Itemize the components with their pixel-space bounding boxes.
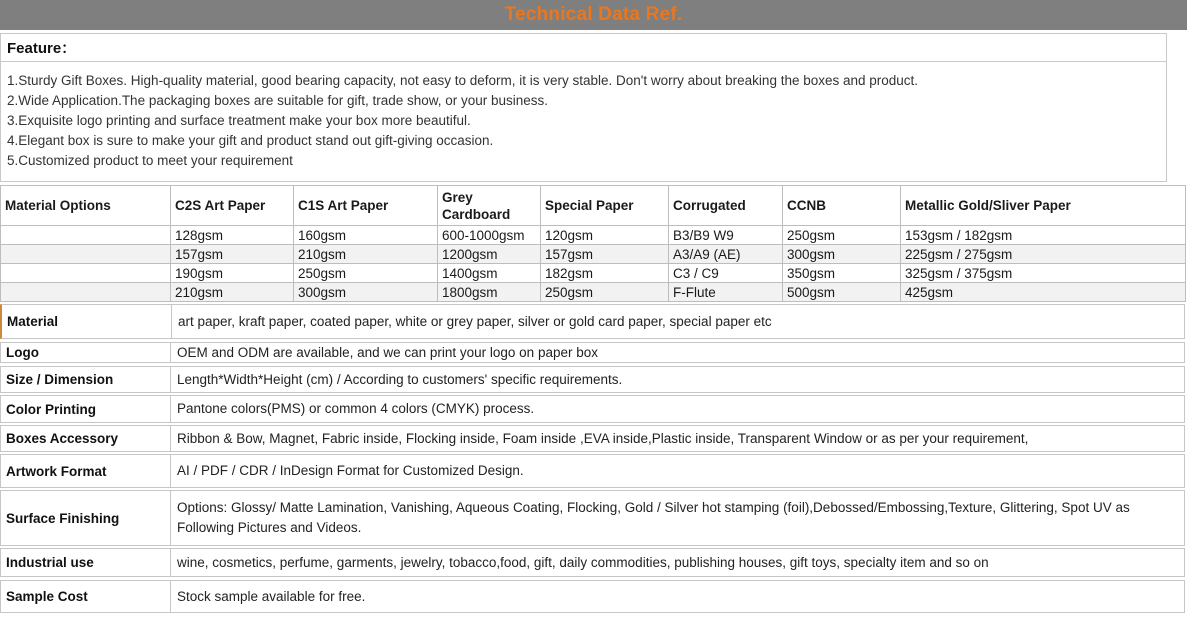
- column-header: Corrugated: [669, 186, 783, 226]
- attribute-value: AI / PDF / CDR / InDesign Format for Customized Design.: [177, 463, 524, 478]
- table-row: [1, 226, 1186, 245]
- attribute-value: Stock sample available for free.: [177, 588, 366, 604]
- attribute-label: Sample Cost: [1, 581, 171, 612]
- attribute-value: Length*Width*Height (cm) / According to customers' specific requirements.: [177, 371, 623, 387]
- attribute-row-industrial-use: [0, 548, 1185, 577]
- table-cell: 153gsm / 182gsm: [901, 226, 1186, 245]
- table-header-row: [1, 186, 1186, 226]
- table-cell: 182gsm: [541, 264, 669, 283]
- feature-heading: Feature：: [1, 34, 1166, 62]
- attribute-row-size-dimension: [0, 366, 1185, 393]
- table-cell: 300gsm: [783, 245, 901, 264]
- table-cell: 425gsm: [901, 283, 1186, 302]
- feature-item: 1.Sturdy Gift Boxes. High-quality material, good bearing capacity, not easy to deform, it is very stable. Don't worry about breaking the boxes and product.: [7, 73, 919, 88]
- table-cell: 157gsm: [541, 245, 669, 264]
- attribute-value: Options: Glossy/ Matte Lamination, Vanishing, Aqueous Coating, Flocking, Gold / Silver hot stamping (foil),Debossed/Embossing,Texture, Glittering, Spot UV as Following Pictures and Videos.: [177, 500, 1130, 535]
- attribute-value: Pantone colors(PMS) or common 4 colors (CMYK) process.: [177, 401, 535, 416]
- table-cell: 210gsm: [294, 245, 438, 264]
- attribute-value: wine, cosmetics, perfume, garments, jewelry, tobacco,food, gift, daily commodities, publishing houses, gift toys, specialty item and so on: [177, 554, 989, 570]
- table-cell: [1, 283, 171, 302]
- table-cell: A3/A9 (AE): [669, 245, 783, 264]
- table-cell: 600-1000gsm: [438, 226, 541, 245]
- table-cell: 1800gsm: [438, 283, 541, 302]
- column-header: C1S Art Paper: [294, 186, 438, 226]
- table-cell: [1, 245, 171, 264]
- attribute-label: Boxes Accessory: [1, 426, 171, 451]
- attribute-label: Size / Dimension: [1, 367, 171, 392]
- table-cell: 250gsm: [783, 226, 901, 245]
- attribute-value: Ribbon & Bow, Magnet, Fabric inside, Flocking inside, Foam inside ,EVA inside,Plastic inside, Transparent Window or as per your requirement,: [177, 430, 1029, 446]
- attribute-label: Industrial use: [1, 549, 171, 576]
- table-cell: 325gsm / 375gsm: [901, 264, 1186, 283]
- column-header: C2S Art Paper: [171, 186, 294, 226]
- table-cell: 350gsm: [783, 264, 901, 283]
- feature-item: 2.Wide Application.The packaging boxes are suitable for gift, trade show, or your business.: [7, 93, 549, 108]
- column-header: Metallic Gold/Sliver Paper: [901, 186, 1186, 226]
- attribute-row-boxes-accessory: [0, 425, 1185, 452]
- feature-item: 3.Exquisite logo printing and surface treatment make your box more beautiful.: [7, 113, 471, 128]
- attribute-label: Color Printing: [1, 396, 171, 422]
- table-cell: [1, 226, 171, 245]
- table-cell: 120gsm: [541, 226, 669, 245]
- column-header: Special Paper: [541, 186, 669, 226]
- table-cell: 250gsm: [541, 283, 669, 302]
- table-row: [1, 245, 1186, 264]
- attribute-value: OEM and ODM are available, and we can print your logo on paper box: [177, 344, 598, 360]
- table-cell: B3/B9 W9: [669, 226, 783, 245]
- attribute-value: art paper, kraft paper, coated paper, white or grey paper, silver or gold card paper, special paper etc: [178, 313, 772, 329]
- table-cell: 128gsm: [171, 226, 294, 245]
- attribute-row-logo: [0, 342, 1185, 363]
- attribute-label: Material: [2, 305, 172, 338]
- feature-list: [1, 62, 1166, 181]
- table-cell: [1, 264, 171, 283]
- attribute-row-sample-cost: [0, 580, 1185, 613]
- material-options-table: [0, 185, 1186, 302]
- column-header: Grey Cardboard: [438, 186, 541, 226]
- table-cell: 500gsm: [783, 283, 901, 302]
- table-cell: F-Flute: [669, 283, 783, 302]
- title-bar: [0, 0, 1187, 30]
- attribute-row-color-printing: [0, 395, 1185, 423]
- table-cell: 225gsm / 275gsm: [901, 245, 1186, 264]
- attribute-row-material: [0, 304, 1185, 339]
- feature-item: 4.Elegant box is sure to make your gift and product stand out gift-giving occasion.: [7, 133, 494, 148]
- table-row: [1, 283, 1186, 302]
- attribute-row-artwork-format: [0, 454, 1185, 488]
- table-row: [1, 264, 1186, 283]
- attribute-label: Artwork Format: [1, 455, 171, 487]
- feature-item: 5.Customized product to meet your requirement: [7, 153, 293, 168]
- feature-section: [0, 33, 1167, 182]
- attribute-label: Surface Finishing: [1, 491, 171, 545]
- table-cell: C3 / C9: [669, 264, 783, 283]
- table-cell: 1200gsm: [438, 245, 541, 264]
- attribute-row-surface-finishing: [0, 490, 1185, 546]
- page-title: Technical Data Ref.: [504, 4, 683, 25]
- table-cell: 1400gsm: [438, 264, 541, 283]
- table-cell: 300gsm: [294, 283, 438, 302]
- table-cell: 190gsm: [171, 264, 294, 283]
- column-header: CCNB: [783, 186, 901, 226]
- attribute-label: Logo: [1, 343, 171, 362]
- table-cell: 250gsm: [294, 264, 438, 283]
- table-cell: 157gsm: [171, 245, 294, 264]
- column-header: Material Options: [1, 186, 171, 226]
- table-cell: 210gsm: [171, 283, 294, 302]
- table-cell: 160gsm: [294, 226, 438, 245]
